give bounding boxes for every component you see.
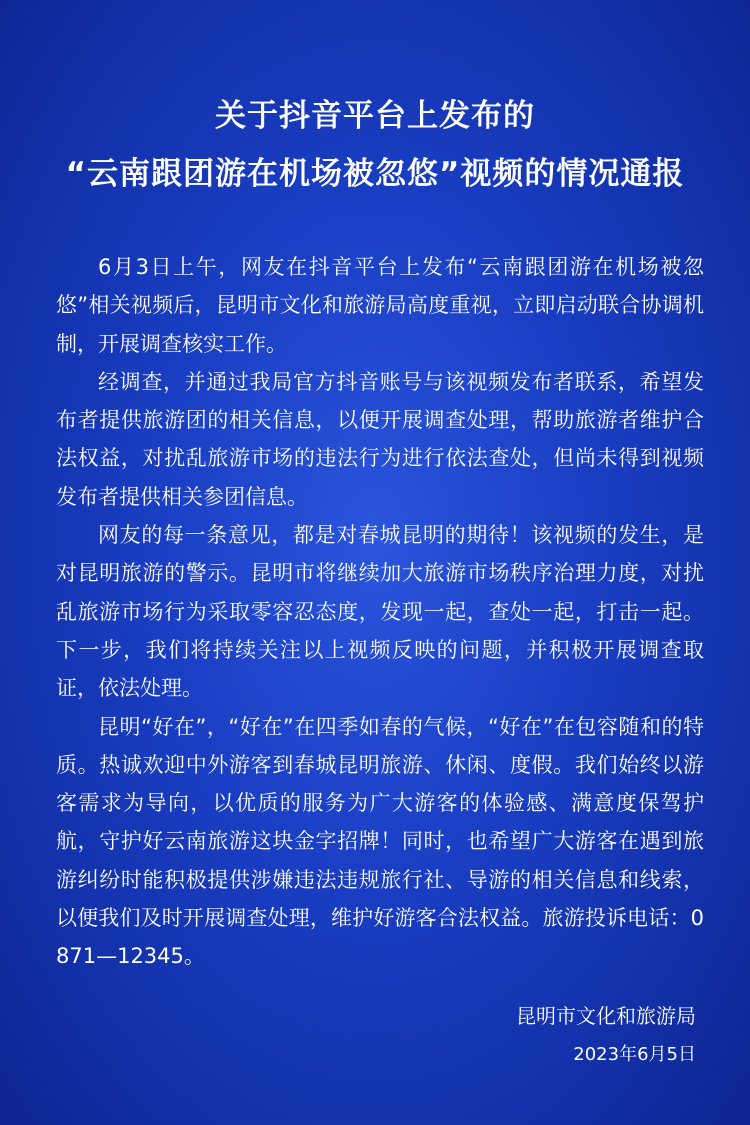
- notice-body: [56, 248, 704, 976]
- title-line-2: “云南跟团游在机场被忽悠”视频的情况通报: [65, 156, 685, 192]
- paragraph-2: 经调查，并通过我局官方抖音账号与该视频发布者联系，希望发布者提供旅游团的相关信息，以便开展调查处理，帮助旅游者维护合法权益，对扰乱旅游市场的违法行为进行依法查处，但尚未得到视频发布者提供相关参团信息。: [56, 369, 704, 509]
- paragraph-1: 6月3日上午，网友在抖音平台上发布“云南跟团游在机场被忽悠”相关视频后，昆明市文化和旅游局高度重视，立即启动联合协调机制，开展调查核实工作。: [56, 255, 704, 356]
- paragraph-3: 网友的每一条意见，都是对春城昆明的期待！该视频的发生，是对昆明旅游的警示。昆明市将继续加大旅游市场秩序治理力度，对扰乱旅游市场行为采取零容忍态度，发现一起，查处一起，打击一起。下一步，我们将持续关注以上视频反映的问题，并积极开展调查取证，依法处理。: [56, 523, 704, 701]
- title-line-1: 关于抖音平台上发布的: [215, 98, 535, 134]
- signature-organization: 昆明市文化和旅游局: [516, 1004, 696, 1028]
- paragraph-4: 昆明“好在”，“好在”在四季如春的气候，“好在”在包容随和的特质。热诚欢迎中外游客到春城昆明旅游、休闲、度假。我们始终以游客需求为导向，以优质的服务为广大游客的体验感、满意度保驾护航，守护好云南旅游这块金字招牌！同时，也希望广大游客在遇到旅游纠纷时能积极提供涉嫌违法违规旅行社、导游的相关信息和线索，以便我们及时开展调查处理，维护好游客合法权益。旅游投诉电话：0871—12345。: [56, 714, 704, 969]
- signature-date: 2023年6月5日: [573, 1044, 696, 1065]
